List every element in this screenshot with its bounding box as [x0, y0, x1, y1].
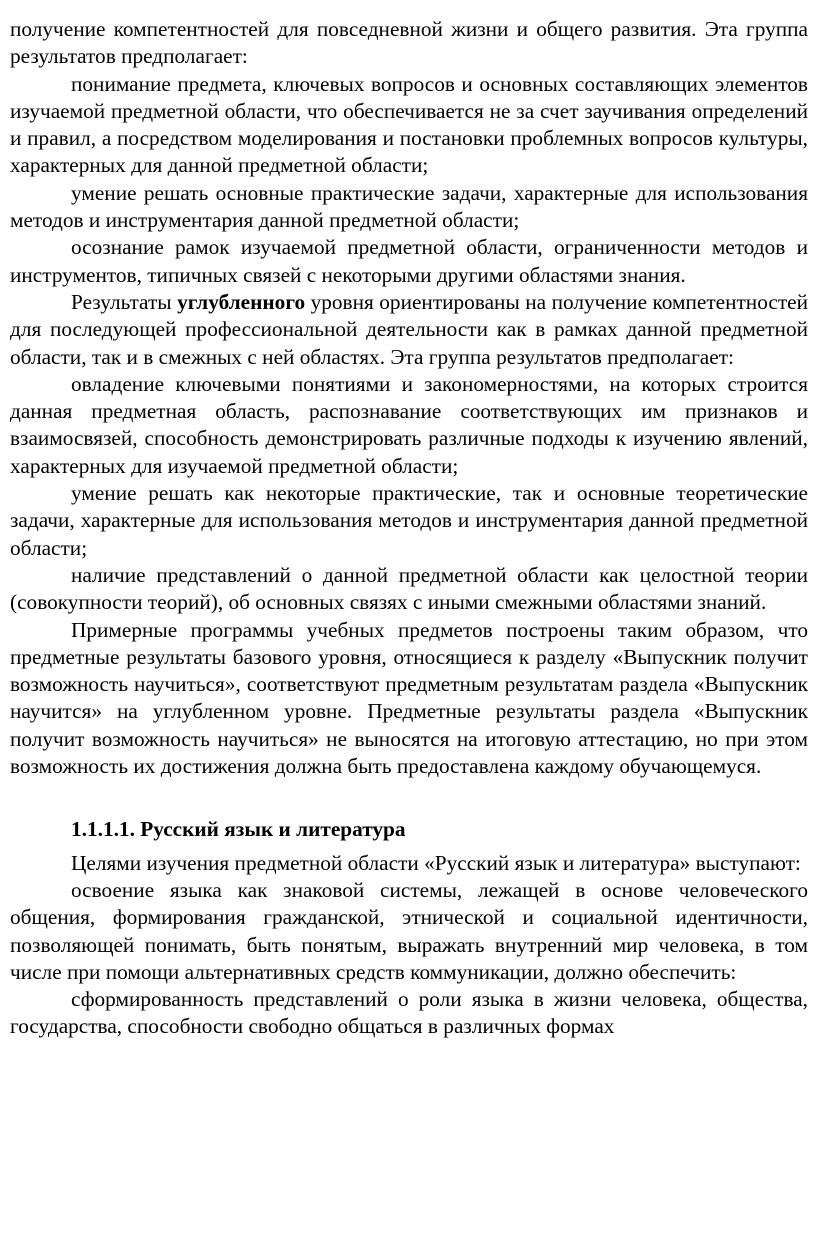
list-item-key-concepts: овладение ключевыми понятиями и закономерностями, на которых строится данная предметная область, распознавание соответствующих им признаков и взаимосвязей, способность демонстрировать различные подходы к изучению явлений, характерных для изучаемой предметной области; — [10, 371, 808, 478]
section-heading: 1.1.1.1. Русский язык и литература — [71, 817, 406, 842]
paragraph-program-structure: Примерные программы учебных предметов построены таким образом, что предметные результаты базового уровня, относящиеся к разделу «Выпускник получит возможность научиться», соответствуют предметным результатам раздела «Выпускник научится» на углубленном уровне. Предметные результаты раздела «Выпускник получит возможность научиться» не выносятся на итоговую аттестацию, но при этом возможность их достижения должна быть предоставлена каждому обучающемуся. — [10, 617, 808, 779]
paragraph-goals-intro: Целями изучения предметной области «Русский язык и литература» выступают: — [71, 850, 801, 875]
list-item-holistic-view: наличие представлений о данной предметной области как целостной теории (совокупности теорий), об основных связях с иными смежными областями знаний. — [10, 562, 808, 615]
advanced-level-emphasis: углубленного — [177, 289, 306, 314]
paragraph-advanced-level-rest: уровня ориентированы на получение компетентностей для последующей профессиональной деятельности как в рамках данной предметной области, так и в смежных с ней областях. Эта группа результатов предполагает: — [10, 289, 808, 369]
paragraph-continuation: получение компетентностей для повседневной жизни и общего развития. Эта группа результатов предполагает: — [10, 17, 808, 69]
list-item-understanding: понимание предмета, ключевых вопросов и основных составляющих элементов изучаемой предметной области, что обеспечивается не за счет заучивания определений и правил, а посредством моделирования и постановки проблемных вопросов культуры, характерных для данной предметной области; — [10, 71, 808, 178]
paragraph-advanced-level — [10, 289, 808, 371]
paragraph-advanced-level-start: Результаты — [71, 289, 178, 314]
list-item-language-mastery: освоение языка как знаковой системы, лежащей в основе человеческого общения, формирования гражданской, этнической и социальной идентичности, позволяющей понимать, быть понятым, выражать внутренний мир человека, в том числе при помощи альтернативных средств коммуникации, должно обеспечить: — [10, 877, 808, 984]
list-item-awareness: осознание рамок изучаемой предметной области, ограниченности методов и инструментов, типичных связей с некоторыми другими областями знания. — [10, 235, 808, 287]
list-item-practical-skills: умение решать основные практические задачи, характерные для использования методов и инструментария данной предметной области; — [10, 180, 808, 233]
list-item-theoretical-skills: умение решать как некоторые практические, так и основные теоретические задачи, характерные для использования методов и инструментария данной предметной области; — [10, 481, 808, 560]
list-item-language-role: сформированность представлений о роли языка в жизни человека, общества, государства, способности свободно общаться в различных формах — [10, 987, 808, 1039]
